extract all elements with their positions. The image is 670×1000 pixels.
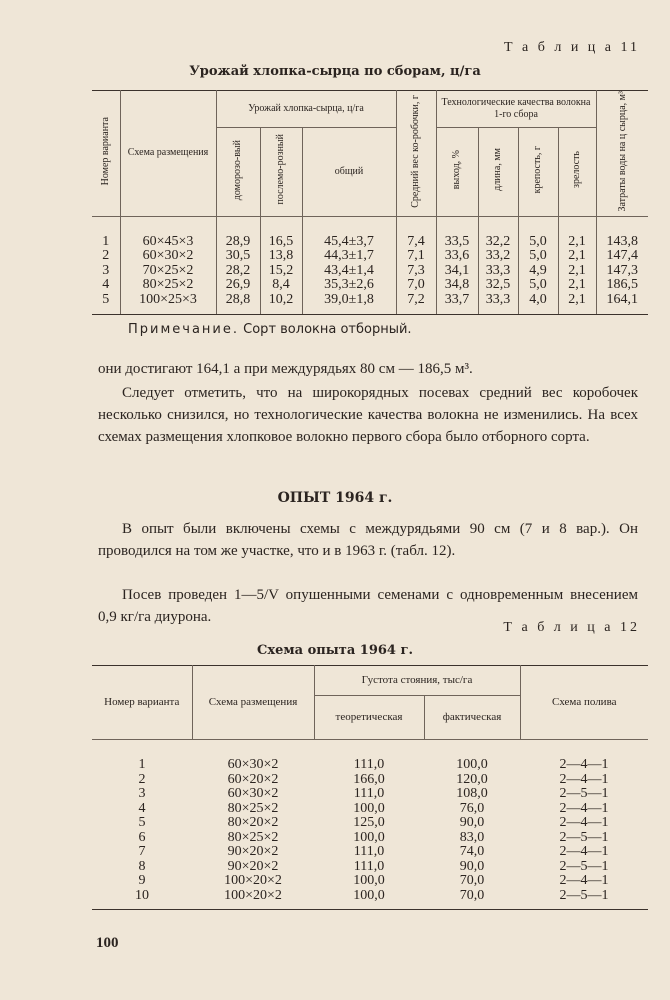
cell: 2—5—1 [559,829,609,845]
cell: 186,5 [596,278,648,293]
cell: 100,0 [353,800,385,816]
cell: 80×25×2 [227,800,279,816]
table-11-label: Т а б л и ц а 11 [503,40,640,55]
cell: 2—5—1 [520,889,648,910]
cell: 4 [92,278,120,293]
cell: 2—5—1 [559,858,609,874]
cell: 90,0 [459,858,485,874]
table-11 [92,90,648,315]
cell: 2—4—1 [559,844,609,859]
cell: 7,2 [396,293,436,315]
cell: 30,5 [216,249,260,264]
header-strength: крепость, г [518,127,558,216]
paragraph-3: В опыт были включены схемы с междурядьями 90 см (7 и 8 вар.). Он проводился на том же участке, что и в 1963 г. (табл. 12). [98,521,638,559]
cell: 39,0±1,8 [302,293,396,315]
cell: 44,3±1,7 [302,249,396,264]
table-row [92,264,648,279]
table-row [92,802,648,817]
cell: 28,9 [216,216,260,249]
header-yield-group: Урожай хлопка-сырца, ц/га [216,91,396,128]
cell: 9 [138,873,146,888]
cell: 2,1 [558,264,596,279]
cell: 7,3 [396,264,436,279]
table-row [92,740,648,773]
cell: 28,2 [216,264,260,279]
cell: 60×30×2 [120,249,216,264]
cell: 2—5—1 [559,786,609,801]
header-total: общий [302,127,396,216]
cell: 34,1 [436,264,478,279]
cell: 2—4—1 [559,815,609,830]
cell: 3 [138,786,146,801]
cell: 2—4—1 [559,757,609,772]
cell: 111,0 [353,858,385,874]
cell: 90×20×2 [227,844,279,859]
cell: 7,0 [396,278,436,293]
cell: 8 [138,858,146,874]
cell: 32,5 [478,278,518,293]
cell: 32,2 [478,216,518,249]
cell: 45,4±3,7 [302,216,396,249]
cell: 80×25×2 [227,829,279,845]
cell: 2,1 [558,278,596,293]
table-row [92,845,648,860]
cell: 143,8 [596,216,648,249]
cell: 70,0 [424,889,520,910]
table-11-note [128,322,412,337]
table-row [92,816,648,831]
cell: 147,3 [596,264,648,279]
cell: 100,0 [353,873,385,888]
cell: 111,0 [353,757,385,772]
header-actual: фактическая [424,696,520,740]
table-row [92,874,648,889]
cell: 7 [138,844,146,859]
cell: 10 [92,889,192,910]
cell: 2—4—1 [559,800,609,816]
cell: 33,7 [436,293,478,315]
header-scheme: Схема размещения [120,91,216,217]
cell: 2,1 [558,216,596,249]
header-variant: Номер варианта [92,91,120,217]
cell: 100,0 [456,757,488,772]
cell: 100×20×2 [192,889,314,910]
cell: 60×45×3 [120,216,216,249]
cell: 80×25×2 [120,278,216,293]
cell: 147,4 [596,249,648,264]
cell: 5,0 [518,216,558,249]
cell: 33,3 [478,264,518,279]
paragraph-1: они достигают 164,1 а при междурядьях 80 см — 186,5 м³. [98,361,473,377]
note-text: Сорт волокна отборный. [243,322,412,337]
cell: 100,0 [314,889,424,910]
cell: 5 [138,815,146,830]
cell: 60×30×2 [227,757,279,772]
cell: 7,1 [396,249,436,264]
cell: 2 [92,249,120,264]
table-row [92,831,648,846]
cell: 4,9 [518,264,558,279]
header-post-frost: послемо-розный [260,127,302,216]
cell: 2,1 [558,249,596,264]
cell: 26,9 [216,278,260,293]
cell: 8,4 [260,278,302,293]
cell: 33,3 [478,293,518,315]
cell: 33,5 [436,216,478,249]
cell: 111,0 [353,844,385,859]
header-scheme: Схема размещения [192,666,314,740]
cell: 74,0 [459,844,485,859]
cell: 15,2 [260,264,302,279]
table-row [92,860,648,875]
header-quality-group: Технологические качества волокна 1-го сбора [436,91,596,128]
section-heading: ОПЫТ 1964 г. [277,490,393,506]
cell: 13,8 [260,249,302,264]
table-12-title: Схема опыта 1964 г. [256,643,414,658]
header-variant: Номер варианта [92,666,192,740]
cell: 76,0 [459,800,485,816]
header-boll-weight: Средний вес ко-робочки, г [396,91,436,217]
cell: 5,0 [518,278,558,293]
cell: 2—4—1 [559,771,609,787]
header-irrigation: Схема полива [520,666,648,740]
cell: 34,8 [436,278,478,293]
cell: 60×20×2 [227,771,279,787]
cell: 16,5 [260,216,302,249]
page-number: 100 [96,935,119,951]
cell: 4,0 [518,293,558,315]
table-row [92,889,648,910]
cell: 108,0 [456,786,488,801]
table-12 [92,665,648,910]
table-row [92,293,648,315]
header-length: длина, мм [478,127,518,216]
table-12-label: Т а б л и ц а 12 [503,620,640,635]
cell: 7,4 [396,216,436,249]
table-row [92,787,648,802]
cell: 111,0 [353,786,385,801]
cell: 5 [92,293,120,315]
cell: 83,0 [459,829,485,845]
paragraph-4: Посев проведен 1—5/V опушенными семенами с одновременным внесением 0,9 кг/га диурона. [98,587,638,625]
header-water: Затраты воды на ц сырца, м³ [596,91,648,217]
table-11-title: Урожай хлопка-сырца по сборам, ц/га [189,64,481,79]
header-maturity: зрелость [558,127,596,216]
cell: 2,1 [558,293,596,315]
cell: 90×20×2 [227,858,279,874]
cell: 6 [138,829,146,845]
cell: 100×20×2 [224,873,282,888]
cell: 90,0 [459,815,485,830]
cell: 166,0 [353,771,385,787]
cell: 33,2 [478,249,518,264]
cell: 164,1 [596,293,648,315]
cell: 43,4±1,4 [302,264,396,279]
cell: 125,0 [353,815,385,830]
cell: 33,6 [436,249,478,264]
cell: 4 [138,800,146,816]
table-row [92,773,648,788]
cell: 5,0 [518,249,558,264]
cell: 2 [138,771,146,787]
header-pre-frost: доморозо-вый [216,127,260,216]
cell: 100,0 [353,829,385,845]
cell: 2—4—1 [559,873,609,888]
header-output: выход, % [436,127,478,216]
table-row [92,249,648,264]
cell: 80×20×2 [227,815,279,830]
table-row [92,216,648,249]
cell: 100×25×3 [120,293,216,315]
cell: 70,0 [459,873,485,888]
cell: 70×25×2 [120,264,216,279]
note-label: Примечание. [128,322,240,337]
paragraph-2: Следует отметить, что на широкорядных посевах средний вес коробочек несколько снизился, но технологические качества волокна не изменились. На всех схемах размещения хлопковое волокно первого сбора было отборного сорта. [98,385,638,445]
cell: 28,8 [216,293,260,315]
header-density-group: Густота стояния, тыс/га [314,666,520,696]
cell: 3 [92,264,120,279]
cell: 120,0 [456,771,488,787]
cell: 10,2 [260,293,302,315]
table-row [92,278,648,293]
cell: 1 [138,757,146,772]
header-theoretical: теоретическая [314,696,424,740]
cell: 35,3±2,6 [302,278,396,293]
cell: 1 [92,216,120,249]
cell: 60×30×2 [227,786,279,801]
